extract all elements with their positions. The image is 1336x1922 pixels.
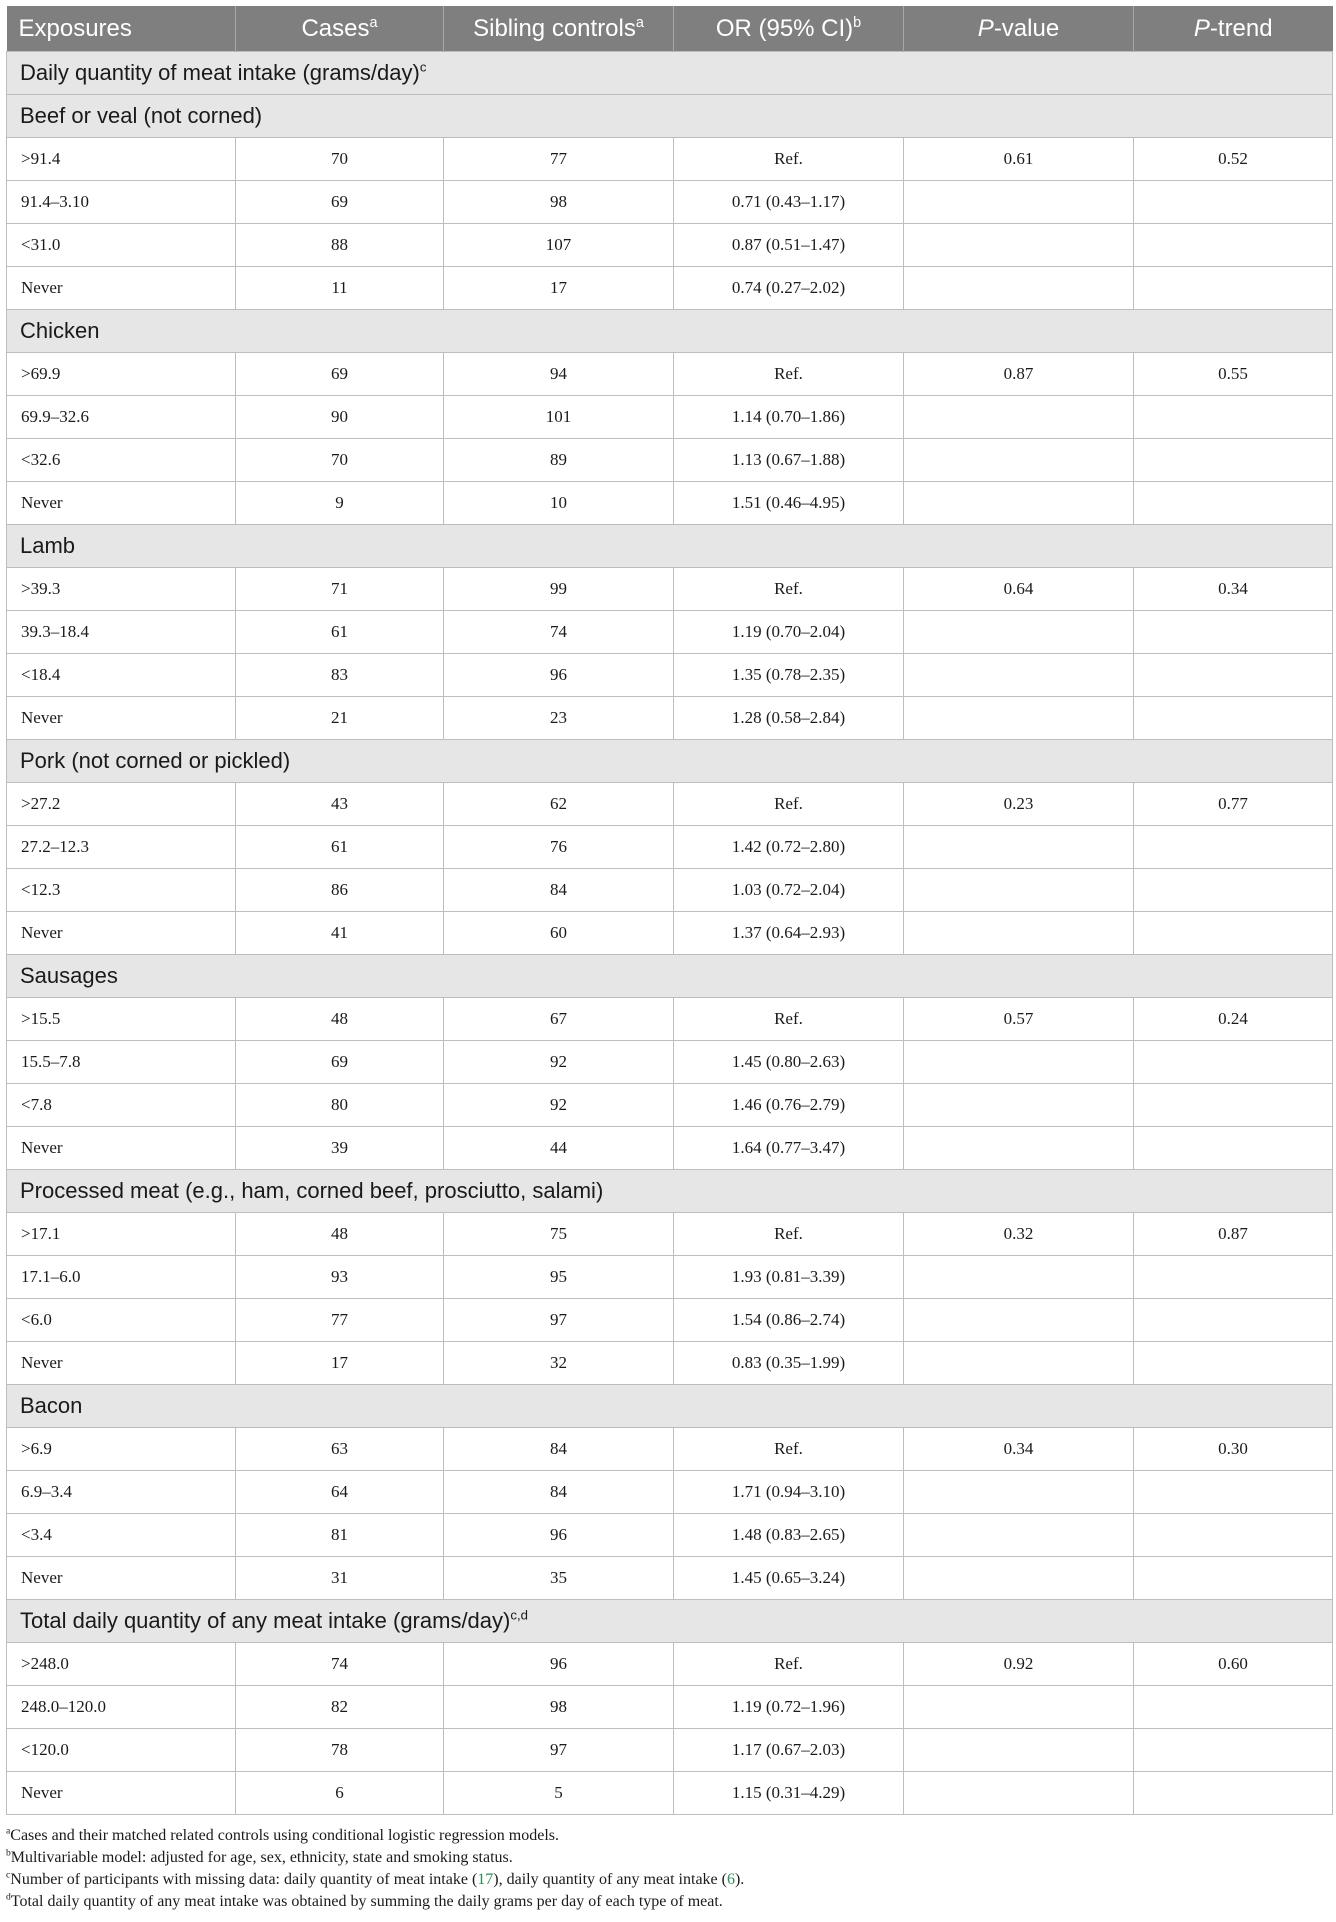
table-row (7, 1471, 1333, 1514)
table-row (7, 826, 1333, 869)
p-trend-cell: 0.87 (1134, 1213, 1333, 1256)
exposure-level: 69.9–32.6 (7, 396, 236, 439)
controls-cell: 44 (444, 1127, 674, 1170)
header-exposures: Exposures (7, 6, 236, 52)
exposure-level: >6.9 (7, 1428, 236, 1471)
or-cell: 1.48 (0.83–2.65) (674, 1514, 904, 1557)
group-row (7, 955, 1333, 998)
or-cell: Ref. (674, 568, 904, 611)
p-value-cell (904, 1256, 1134, 1299)
or-cell: 0.71 (0.43–1.17) (674, 181, 904, 224)
p-value-cell (904, 1342, 1134, 1385)
exposure-level: Never (7, 1127, 236, 1170)
p-trend-cell: 0.30 (1134, 1428, 1333, 1471)
controls-cell: 23 (444, 697, 674, 740)
p-trend-cell (1134, 912, 1333, 955)
controls-cell: 10 (444, 482, 674, 525)
cases-cell: 82 (236, 1686, 444, 1729)
group-row (7, 95, 1333, 138)
p-value-cell (904, 869, 1134, 912)
p-trend-cell: 0.55 (1134, 353, 1333, 396)
controls-cell: 67 (444, 998, 674, 1041)
p-trend-cell (1134, 1299, 1333, 1342)
or-cell: 1.45 (0.65–3.24) (674, 1557, 904, 1600)
or-cell: 1.14 (0.70–1.86) (674, 396, 904, 439)
p-value-cell (904, 181, 1134, 224)
table-row (7, 1127, 1333, 1170)
cases-cell: 90 (236, 396, 444, 439)
or-cell: 1.03 (0.72–2.04) (674, 869, 904, 912)
p-trend-cell (1134, 181, 1333, 224)
reference-link-17[interactable]: 17 (477, 1871, 494, 1888)
header-cases: Cases$^a$ (236, 6, 444, 52)
p-value-cell (904, 826, 1134, 869)
table-row (7, 1643, 1333, 1686)
table-row (7, 1299, 1333, 1342)
section-title: Daily quantity of meat intake (grams/day)$^c$ (7, 52, 1333, 95)
group-label: Beef or veal (not corned) (7, 95, 1333, 138)
table-body (7, 52, 1333, 1815)
or-cell: 1.17 (0.67–2.03) (674, 1729, 904, 1772)
p-value-cell (904, 1299, 1134, 1342)
controls-cell: 96 (444, 1643, 674, 1686)
or-cell: Ref. (674, 1428, 904, 1471)
p-trend-cell (1134, 1729, 1333, 1772)
p-trend-cell (1134, 1084, 1333, 1127)
table-row (7, 1041, 1333, 1084)
cases-cell: 43 (236, 783, 444, 826)
p-value-cell: 0.92 (904, 1643, 1134, 1686)
controls-cell: 89 (444, 439, 674, 482)
footnote-a: $^a$Cases and their matched related controls using conditional logistic regression models. (6, 1825, 560, 1844)
p-value-cell: 0.32 (904, 1213, 1134, 1256)
exposure-level: <120.0 (7, 1729, 236, 1772)
p-trend-cell: 0.24 (1134, 998, 1333, 1041)
p-trend-cell (1134, 1342, 1333, 1385)
p-value-cell (904, 697, 1134, 740)
controls-cell: 84 (444, 1428, 674, 1471)
table-row (7, 224, 1333, 267)
group-label: Processed meat (e.g., ham, corned beef, prosciutto, salami) (7, 1170, 1333, 1213)
p-value-cell: 0.57 (904, 998, 1134, 1041)
exposure-level: >15.5 (7, 998, 236, 1041)
controls-cell: 97 (444, 1299, 674, 1342)
cases-cell: 48 (236, 998, 444, 1041)
or-cell: 0.74 (0.27–2.02) (674, 267, 904, 310)
cases-cell: 71 (236, 568, 444, 611)
exposure-level: Never (7, 1342, 236, 1385)
p-value-cell (904, 1557, 1134, 1600)
exposure-level: 6.9–3.4 (7, 1471, 236, 1514)
exposure-level: <18.4 (7, 654, 236, 697)
exposure-level: >17.1 (7, 1213, 236, 1256)
section-title-row (7, 52, 1333, 95)
p-value-cell (904, 1514, 1134, 1557)
controls-cell: 97 (444, 1729, 674, 1772)
cases-cell: 61 (236, 826, 444, 869)
p-value-cell (904, 654, 1134, 697)
cases-cell: 69 (236, 1041, 444, 1084)
p-trend-cell (1134, 1514, 1333, 1557)
header-p-value: P-value (904, 6, 1134, 52)
cases-cell: 31 (236, 1557, 444, 1600)
group-row (7, 525, 1333, 568)
or-cell: 1.64 (0.77–3.47) (674, 1127, 904, 1170)
cases-cell: 48 (236, 1213, 444, 1256)
cases-cell: 70 (236, 138, 444, 181)
controls-cell: 35 (444, 1557, 674, 1600)
header-sibling-controls: Sibling controls$^a$ (444, 6, 674, 52)
p-trend-cell (1134, 869, 1333, 912)
or-cell: Ref. (674, 138, 904, 181)
table-row (7, 697, 1333, 740)
table-row (7, 181, 1333, 224)
or-cell: 1.37 (0.64–2.93) (674, 912, 904, 955)
exposure-level: 15.5–7.8 (7, 1041, 236, 1084)
or-cell: 1.13 (0.67–1.88) (674, 439, 904, 482)
cases-cell: 83 (236, 654, 444, 697)
or-cell: Ref. (674, 1643, 904, 1686)
or-cell: 1.28 (0.58–2.84) (674, 697, 904, 740)
p-trend-cell (1134, 396, 1333, 439)
or-cell: 0.83 (0.35–1.99) (674, 1342, 904, 1385)
p-trend-cell (1134, 826, 1333, 869)
exposure-level: <7.8 (7, 1084, 236, 1127)
cases-cell: 17 (236, 1342, 444, 1385)
p-trend-cell: 0.52 (1134, 138, 1333, 181)
or-cell: 1.45 (0.80–2.63) (674, 1041, 904, 1084)
cases-cell: 69 (236, 181, 444, 224)
cases-cell: 86 (236, 869, 444, 912)
cases-cell: 11 (236, 267, 444, 310)
footnote-c: $^c$Number of participants with missing data: daily quantity of meat intake (17), daily quantity of any meat intake (6). (6, 1869, 745, 1888)
controls-cell: 94 (444, 353, 674, 396)
or-cell: Ref. (674, 783, 904, 826)
group-row (7, 740, 1333, 783)
controls-cell: 92 (444, 1041, 674, 1084)
table-row (7, 138, 1333, 181)
group-label: Bacon (7, 1385, 1333, 1428)
controls-cell: 99 (444, 568, 674, 611)
p-trend-cell (1134, 439, 1333, 482)
p-trend-cell (1134, 1772, 1333, 1815)
group-label: Pork (not corned or pickled) (7, 740, 1333, 783)
cases-cell: 78 (236, 1729, 444, 1772)
p-value-cell: 0.64 (904, 568, 1134, 611)
exposure-level: 17.1–6.0 (7, 1256, 236, 1299)
exposure-level: >91.4 (7, 138, 236, 181)
cases-cell: 74 (236, 1643, 444, 1686)
controls-cell: 101 (444, 396, 674, 439)
p-value-cell: 0.34 (904, 1428, 1134, 1471)
controls-cell: 96 (444, 654, 674, 697)
group-label: Chicken (7, 310, 1333, 353)
reference-link-6[interactable]: 6 (726, 1871, 735, 1888)
or-cell: 1.54 (0.86–2.74) (674, 1299, 904, 1342)
p-trend-cell (1134, 654, 1333, 697)
or-cell: 1.42 (0.72–2.80) (674, 826, 904, 869)
cases-cell: 64 (236, 1471, 444, 1514)
controls-cell: 96 (444, 1514, 674, 1557)
p-trend-cell (1134, 482, 1333, 525)
p-trend-cell (1134, 1557, 1333, 1600)
controls-cell: 92 (444, 1084, 674, 1127)
table-row (7, 1729, 1333, 1772)
exposure-level: <3.4 (7, 1514, 236, 1557)
cases-cell: 6 (236, 1772, 444, 1815)
exposure-level: Never (7, 1557, 236, 1600)
footnote-d: $^d$Total daily quantity of any meat intake was obtained by summing the daily grams per day of each type of meat. (6, 1891, 723, 1910)
cases-cell: 39 (236, 1127, 444, 1170)
table-page (6, 6, 1332, 1913)
table-row (7, 1428, 1333, 1471)
group-label: Total daily quantity of any meat intake (grams/day)$^{c,d}$ (7, 1600, 1333, 1643)
p-value-cell (904, 1729, 1134, 1772)
exposure-level: 248.0–120.0 (7, 1686, 236, 1729)
controls-cell: 62 (444, 783, 674, 826)
or-cell: 1.19 (0.70–2.04) (674, 611, 904, 654)
group-row (7, 1170, 1333, 1213)
exposure-level: <12.3 (7, 869, 236, 912)
controls-cell: 107 (444, 224, 674, 267)
exposure-level: >69.9 (7, 353, 236, 396)
exposure-level: <6.0 (7, 1299, 236, 1342)
table-row (7, 654, 1333, 697)
controls-cell: 77 (444, 138, 674, 181)
p-value-cell (904, 224, 1134, 267)
controls-cell: 84 (444, 1471, 674, 1514)
or-cell: 1.35 (0.78–2.35) (674, 654, 904, 697)
controls-cell: 17 (444, 267, 674, 310)
cases-cell: 77 (236, 1299, 444, 1342)
controls-cell: 76 (444, 826, 674, 869)
table-row (7, 1342, 1333, 1385)
table-row (7, 568, 1333, 611)
table-row (7, 267, 1333, 310)
controls-cell: 74 (444, 611, 674, 654)
p-trend-cell (1134, 697, 1333, 740)
p-value-cell (904, 1772, 1134, 1815)
exposure-level: Never (7, 912, 236, 955)
p-value-cell (904, 1041, 1134, 1084)
controls-cell: 84 (444, 869, 674, 912)
cases-cell: 41 (236, 912, 444, 955)
cases-cell: 69 (236, 353, 444, 396)
or-cell: Ref. (674, 998, 904, 1041)
or-cell: 1.15 (0.31–4.29) (674, 1772, 904, 1815)
group-label: Lamb (7, 525, 1333, 568)
or-cell: 1.19 (0.72–1.96) (674, 1686, 904, 1729)
p-value-cell (904, 396, 1134, 439)
table-row (7, 1686, 1333, 1729)
cases-cell: 80 (236, 1084, 444, 1127)
p-value-cell (904, 482, 1134, 525)
table-row (7, 611, 1333, 654)
results-table (6, 6, 1333, 1815)
p-value-cell: 0.23 (904, 783, 1134, 826)
cases-cell: 9 (236, 482, 444, 525)
footnotes (6, 1825, 1332, 1913)
table-row (7, 1772, 1333, 1815)
p-value-cell (904, 439, 1134, 482)
exposure-level: 39.3–18.4 (7, 611, 236, 654)
cases-cell: 81 (236, 1514, 444, 1557)
or-cell: 1.51 (0.46–4.95) (674, 482, 904, 525)
p-trend-cell (1134, 1471, 1333, 1514)
cases-cell: 93 (236, 1256, 444, 1299)
table-row (7, 912, 1333, 955)
header-row (7, 6, 1333, 52)
footnote-b: $^b$Multivariable model: adjusted for age, sex, ethnicity, state and smoking status. (6, 1847, 513, 1866)
exposure-level: <31.0 (7, 224, 236, 267)
exposure-level: Never (7, 1772, 236, 1815)
p-trend-cell (1134, 224, 1333, 267)
or-cell: 0.87 (0.51–1.47) (674, 224, 904, 267)
exposure-level: >39.3 (7, 568, 236, 611)
controls-cell: 98 (444, 181, 674, 224)
cases-cell: 21 (236, 697, 444, 740)
cases-cell: 63 (236, 1428, 444, 1471)
cases-cell: 88 (236, 224, 444, 267)
p-trend-cell (1134, 1041, 1333, 1084)
table-row (7, 783, 1333, 826)
table-row (7, 1084, 1333, 1127)
group-row (7, 1385, 1333, 1428)
or-cell: Ref. (674, 1213, 904, 1256)
exposure-level: >248.0 (7, 1643, 236, 1686)
table-row (7, 1256, 1333, 1299)
p-trend-cell: 0.34 (1134, 568, 1333, 611)
controls-cell: 98 (444, 1686, 674, 1729)
or-cell: 1.71 (0.94–3.10) (674, 1471, 904, 1514)
p-trend-cell (1134, 1127, 1333, 1170)
table-row (7, 869, 1333, 912)
exposure-level: Never (7, 267, 236, 310)
or-cell: 1.93 (0.81–3.39) (674, 1256, 904, 1299)
exposure-level: 91.4–3.10 (7, 181, 236, 224)
group-row (7, 1600, 1333, 1643)
p-trend-cell (1134, 1256, 1333, 1299)
p-value-cell (904, 611, 1134, 654)
p-value-cell (904, 912, 1134, 955)
p-value-cell (904, 1471, 1134, 1514)
header-or-ci: OR (95% CI)$^b$ (674, 6, 904, 52)
p-trend-cell (1134, 611, 1333, 654)
exposure-level: >27.2 (7, 783, 236, 826)
cases-cell: 70 (236, 439, 444, 482)
controls-cell: 60 (444, 912, 674, 955)
table-row (7, 439, 1333, 482)
table-row (7, 1213, 1333, 1256)
p-value-cell (904, 1686, 1134, 1729)
exposure-level: Never (7, 697, 236, 740)
table-row (7, 1514, 1333, 1557)
exposure-level: Never (7, 482, 236, 525)
p-trend-cell: 0.77 (1134, 783, 1333, 826)
controls-cell: 32 (444, 1342, 674, 1385)
p-trend-cell: 0.60 (1134, 1643, 1333, 1686)
p-trend-cell (1134, 267, 1333, 310)
exposure-level: <32.6 (7, 439, 236, 482)
controls-cell: 95 (444, 1256, 674, 1299)
p-value-cell: 0.61 (904, 138, 1134, 181)
table-row (7, 396, 1333, 439)
cases-cell: 61 (236, 611, 444, 654)
table-row (7, 353, 1333, 396)
exposure-level: 27.2–12.3 (7, 826, 236, 869)
group-row (7, 310, 1333, 353)
controls-cell: 5 (444, 1772, 674, 1815)
controls-cell: 75 (444, 1213, 674, 1256)
table-row (7, 482, 1333, 525)
p-value-cell: 0.87 (904, 353, 1134, 396)
or-cell: Ref. (674, 353, 904, 396)
or-cell: 1.46 (0.76–2.79) (674, 1084, 904, 1127)
header-p-trend: P-trend (1134, 6, 1333, 52)
p-value-cell (904, 267, 1134, 310)
p-value-cell (904, 1084, 1134, 1127)
p-value-cell (904, 1127, 1134, 1170)
table-row (7, 998, 1333, 1041)
group-label: Sausages (7, 955, 1333, 998)
table-row (7, 1557, 1333, 1600)
p-trend-cell (1134, 1686, 1333, 1729)
